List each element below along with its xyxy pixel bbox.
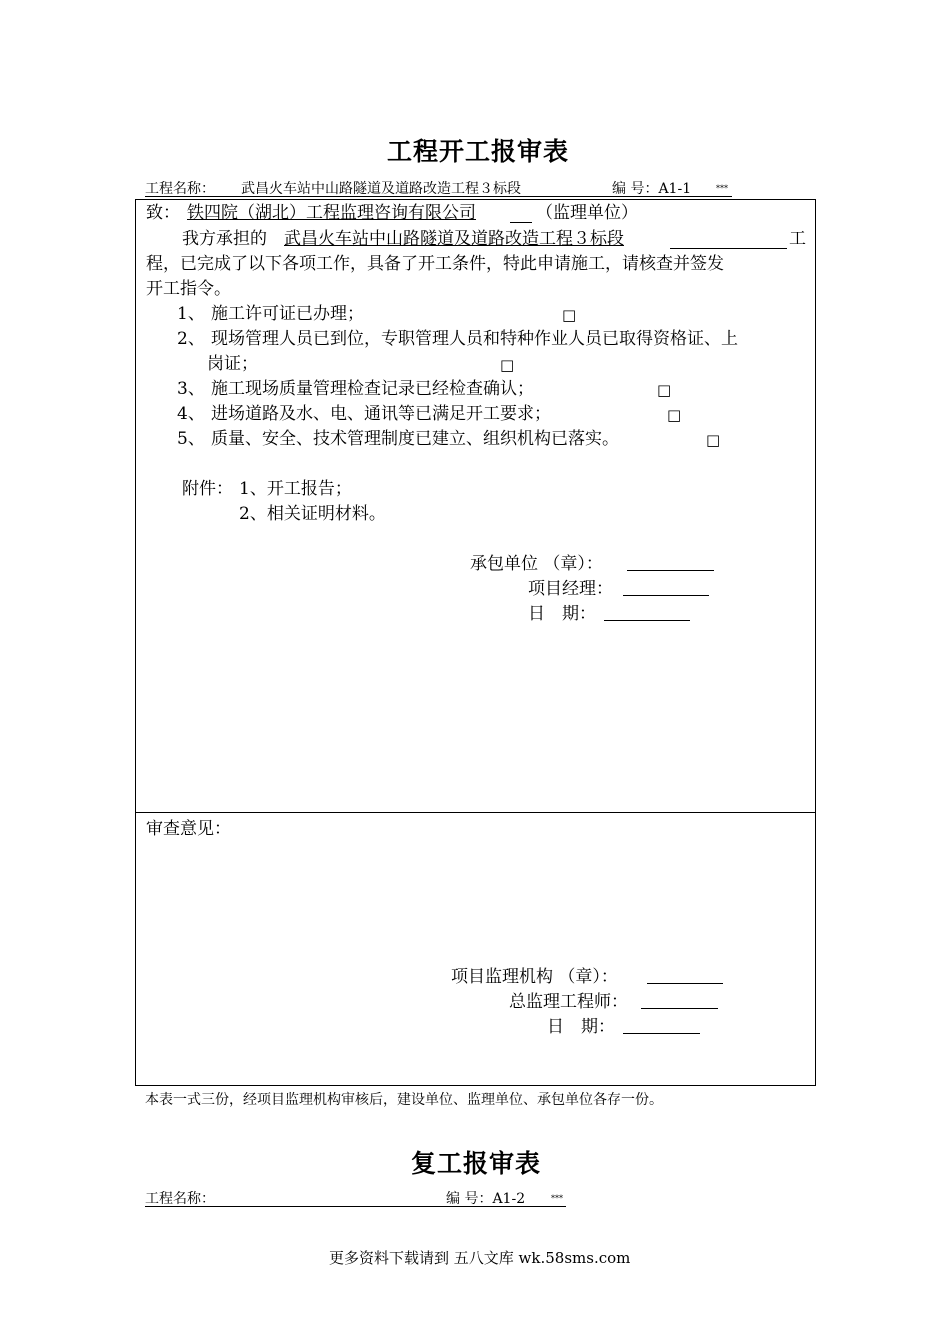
intro-prefix: 我方承担的 [182, 229, 267, 249]
item-4-text: 进场道路及水、电、通讯等已满足开工要求； [211, 404, 551, 424]
form2-code: 编 号：A1-2 [446, 1191, 526, 1207]
item-3-checkbox[interactable]: □ [657, 381, 672, 399]
item-5-text: 质量、安全、技术管理制度已建立、组织机构已落实。 [211, 429, 619, 449]
supervision-org-seal-label: 项目监理机构 （章）： [451, 967, 618, 987]
intro-line-3: 开工指令。 [146, 279, 231, 299]
project-manager-label: 项目经理： [528, 579, 613, 599]
form2-meta-underline [145, 1206, 566, 1207]
item-3-number: 3、 [177, 379, 205, 399]
form-footnote: 本表一式三份，经项目监理机构审核后，建设单位、监理单位、承包单位各存一份。 [145, 1092, 663, 1108]
footer-download-link[interactable]: 更多资料下载请到 五八文库 wk.58sms.com [329, 1249, 631, 1267]
attachment-2: 2、相关证明材料。 [239, 504, 386, 524]
item-2-text: 现场管理人员已到位，专职管理人员和特种作业人员已取得资格证、上 [211, 329, 738, 349]
form2-title: 复工报审表 [411, 1149, 542, 1178]
contractor-seal-label: 承包单位 （章）： [470, 554, 603, 574]
review-opinion-label: 审查意见： [146, 819, 231, 839]
item-2-checkbox[interactable]: □ [500, 356, 515, 374]
review-date-field[interactable] [623, 1016, 700, 1034]
form2-project-name-label: 工程名称： [145, 1191, 215, 1207]
meta-underline [145, 196, 732, 197]
item-4-number: 4、 [177, 404, 205, 424]
intro-underline [670, 248, 787, 249]
section-divider [135, 812, 816, 813]
review-date-label: 日 期： [547, 1017, 615, 1037]
attachment-1: 1、开工报告； [239, 479, 352, 499]
date-field[interactable] [604, 603, 690, 621]
item-1-text: 施工许可证已办理； [211, 304, 364, 324]
form-title: 工程开工报审表 [387, 137, 570, 166]
project-name-value: 武昌火车站中山路隧道及道路改造工程３标段 [241, 181, 521, 197]
form2-code-suffix: *** [551, 1194, 563, 1203]
project-manager-field[interactable] [623, 578, 709, 596]
item-5-checkbox[interactable]: □ [706, 431, 721, 449]
supervision-unit-role: （监理单位） [536, 203, 638, 223]
to-label: 致： [146, 203, 180, 223]
chief-engineer-field[interactable] [641, 991, 718, 1009]
item-2-text-continued: 岗证； [207, 354, 258, 374]
intro-line-2: 程，已完成了以下各项工作，具备了开工条件，特此申请施工，请核查并签发 [146, 254, 724, 274]
item-4-checkbox[interactable]: □ [667, 406, 682, 424]
attachments-label: 附件： [182, 479, 233, 499]
intro-suffix: 工 [789, 229, 806, 249]
form-code-suffix: *** [716, 184, 728, 193]
supervision-unit-name: 铁四院（湖北）工程监理咨询有限公司 [187, 203, 476, 223]
unit-name-underline [510, 222, 532, 223]
item-1-number: 1、 [177, 304, 205, 324]
contractor-seal-field[interactable] [627, 553, 714, 571]
intro-project-name: 武昌火车站中山路隧道及道路改造工程３标段 [284, 229, 624, 249]
form-code: 编 号：A1-1 [612, 181, 692, 197]
item-2-number: 2、 [177, 329, 205, 349]
supervision-org-seal-field[interactable] [647, 966, 723, 984]
date-label: 日 期： [528, 604, 596, 624]
item-1-checkbox[interactable]: □ [562, 306, 577, 324]
chief-engineer-label: 总监理工程师： [509, 992, 628, 1012]
project-name-label: 工程名称： [145, 181, 215, 197]
item-5-number: 5、 [177, 429, 205, 449]
item-3-text: 施工现场质量管理检查记录已经检查确认； [211, 379, 534, 399]
